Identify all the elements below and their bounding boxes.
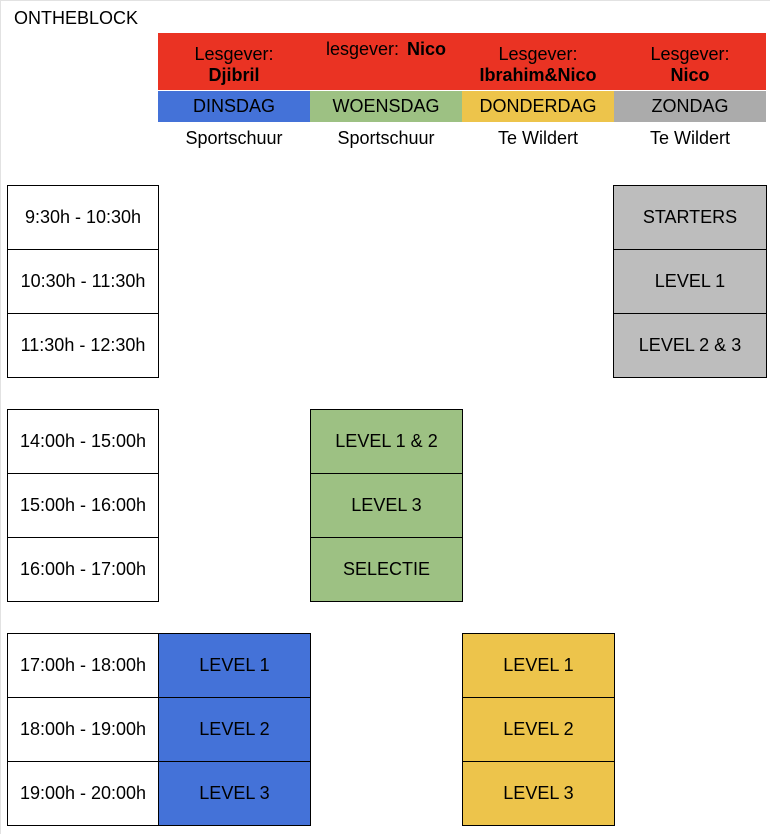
time-slot[interactable]: 11:30h - 12:30h (7, 313, 159, 378)
day-donderdag[interactable]: DONDERDAG (462, 90, 614, 122)
time-slot[interactable]: 15:00h - 16:00h (7, 473, 159, 538)
day-woensdag[interactable]: WOENSDAG (310, 90, 462, 122)
teacher-prefix: Lesgever: (650, 43, 730, 64)
location-woensdag[interactable]: Sportschuur (337, 127, 435, 148)
teacher-name: Nico (407, 39, 447, 59)
teacher-name: Djibril (208, 64, 260, 85)
teacher-name: Nico (670, 64, 710, 85)
session-woensdag-1[interactable]: LEVEL 1 & 2 (310, 409, 463, 474)
sheet-title[interactable]: ONTHEBLOCK (14, 7, 139, 28)
teacher-prefix: lesgever: (325, 39, 400, 59)
day-zondag[interactable]: ZONDAG (614, 90, 766, 122)
session-dinsdag-1[interactable]: LEVEL 1 (158, 633, 311, 698)
session-dinsdag-3[interactable]: LEVEL 3 (158, 761, 311, 826)
time-slot[interactable]: 18:00h - 19:00h (7, 697, 159, 762)
teacher-cell-woensdag[interactable] (310, 33, 462, 90)
time-slot[interactable]: 10:30h - 11:30h (7, 249, 159, 314)
day-dinsdag[interactable]: DINSDAG (158, 90, 310, 122)
session-donderdag-2[interactable]: LEVEL 2 (462, 697, 615, 762)
teacher-cell-dinsdag[interactable] (158, 33, 310, 90)
location-donderdag[interactable]: Te Wildert (497, 127, 578, 148)
time-slot[interactable]: 16:00h - 17:00h (7, 537, 159, 602)
session-donderdag-3[interactable]: LEVEL 3 (462, 761, 615, 826)
session-zondag-3[interactable]: LEVEL 2 & 3 (613, 313, 767, 378)
location-zondag[interactable]: Te Wildert (649, 127, 730, 148)
session-woensdag-2[interactable]: LEVEL 3 (310, 473, 463, 538)
teacher-cell-zondag[interactable] (614, 33, 766, 90)
time-slot[interactable]: 9:30h - 10:30h (7, 185, 159, 250)
session-zondag-1[interactable]: STARTERS (613, 185, 767, 250)
teacher-prefix: Lesgever: (498, 43, 578, 64)
time-slot[interactable]: 14:00h - 15:00h (7, 409, 159, 474)
session-donderdag-1[interactable]: LEVEL 1 (462, 633, 615, 698)
time-slot[interactable]: 19:00h - 20:00h (7, 761, 159, 826)
time-slot[interactable]: 17:00h - 18:00h (7, 633, 159, 698)
teacher-cell-donderdag[interactable] (462, 33, 614, 90)
session-woensdag-3[interactable]: SELECTIE (310, 537, 463, 602)
session-zondag-2[interactable]: LEVEL 1 (613, 249, 767, 314)
teacher-prefix: Lesgever: (194, 43, 274, 64)
location-dinsdag[interactable]: Sportschuur (185, 127, 283, 148)
teacher-name: Ibrahim&Nico (479, 64, 597, 85)
session-dinsdag-2[interactable]: LEVEL 2 (158, 697, 311, 762)
